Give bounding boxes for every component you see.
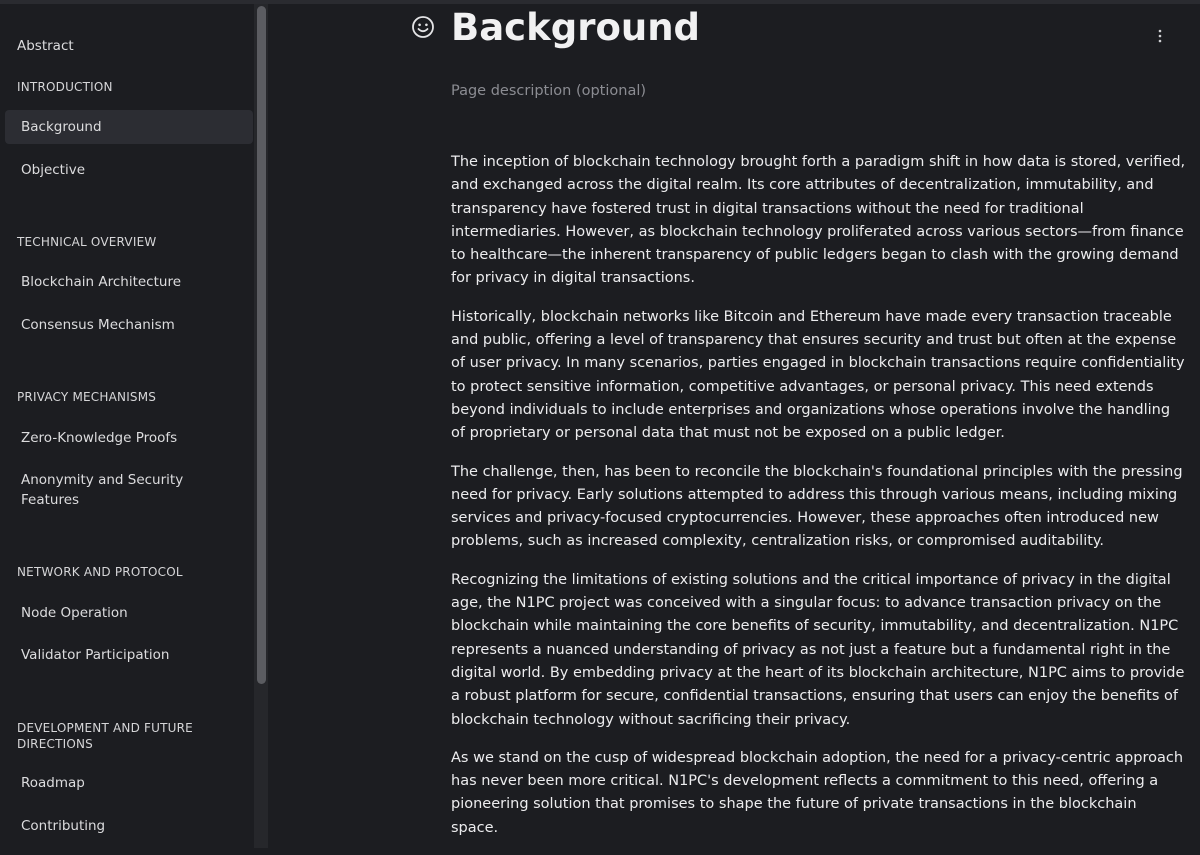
sidebar-section-technical-overview: TECHNICAL OVERVIEW [17,235,157,249]
page-body[interactable] [451,151,1186,855]
page-title[interactable]: Background [451,5,701,49]
sidebar-item-label: Validator Participation [21,647,170,663]
body-paragraph: The inception of blockchain technology brought forth a paradigm shift in how data is stored, verified, and exchanged across the digital realm. Its core attributes of decentralization, immutability, and transparency have fostered trust in digital transactions without the need for traditional intermediaries. However, as blockchain technology proliferated across various sectors—from finance to healthcare—the inherent transparency of public ledgers began to clash with the growing demand for privacy in digital transactions. [451,154,1186,287]
sidebar-item-roadmap[interactable] [5,773,253,793]
sidebar-item-consensus-mechanism[interactable] [5,315,253,335]
sidebar-item-contributing[interactable] [5,816,253,836]
body-paragraph: The challenge, then, has been to reconcile the blockchain's foundational principles with the pressing need for privacy. Early solutions attempted to address this through various means, including mixing services and privacy-focused cryptocurrencies. However, these approaches often introduced new problems, such as increased complexity, centralization risks, or compromised auditability. [451,463,1183,550]
sidebar-item-anonymity-security[interactable] [5,470,205,510]
sidebar-item-zero-knowledge-proofs[interactable] [5,428,253,448]
sidebar-item-node-operation[interactable] [5,603,253,623]
sidebar-section-network-protocol: NETWORK AND PROTOCOL [17,565,183,579]
sidebar-section-introduction: INTRODUCTION [17,80,113,94]
sidebar-nav [0,4,254,848]
sidebar-item-abstract[interactable]: Abstract [17,38,74,54]
sidebar-scrollbar-thumb[interactable] [257,6,266,684]
sidebar-item-label: Objective [21,162,86,178]
body-paragraph: Historically, blockchain networks like Bitcoin and Ethereum have made every transaction traceable and public, offering a level of transparency that ensures security and trust but often at the expense of user privacy. In many scenarios, parties engaged in blockchain transactions require confidentiality to protect sensitive information, competitive advantages, or personal privacy. This need extends beyond individuals to include enterprises and organizations whose operations involve the handling of proprietary or personal data that must not be exposed on a public ledger. [451,308,1185,442]
sidebar-item-label: Zero-Knowledge Proofs [21,430,178,446]
sidebar-item-background[interactable] [5,110,253,144]
sidebar-item-blockchain-architecture[interactable] [5,272,253,292]
sidebar-section-privacy-mechanisms: PRIVACY MECHANISMS [17,390,157,404]
sidebar-item-label: Background [21,119,102,135]
sidebar-item-validator-participation[interactable] [5,645,253,665]
sidebar-item-label: Roadmap [21,775,85,791]
body-paragraph: As we stand on the cusp of widespread blockchain adoption, the need for a privacy-centric approach has never been more critical. N1PC's development reflects a commitment to this need, offering a pioneering solution that promises to shape the future of private transactions in the blockchain space. [451,749,1184,836]
sidebar-item-objective[interactable] [5,160,253,180]
more-options-button[interactable] [1150,26,1170,46]
smiley-icon[interactable] [411,15,435,39]
body-paragraph: Recognizing the limitations of existing solutions and the critical importance of privacy in the digital age, the N1PC project was conceived with a singular focus: to advance transaction privacy on the blockchain while maintaining the core benefits of security, immutability, and decentralization. N1PC represents a nuanced understanding of privacy as not just a feature but a fundamental right in the digital world. By embedding privacy at the heart of its blockchain architecture, N1PC aims to provide a robust platform for secure, confidential transactions, ensuring that users can enjoy the benefits of blockchain technology without sacrificing their privacy. [451,571,1185,728]
sidebar-item-label: Node Operation [21,605,128,621]
more-vertical-icon [1158,29,1162,43]
sidebar-section-development: DEVELOPMENT AND FUTURE DIRECTIONS [17,721,193,751]
sidebar-item-label: Consensus Mechanism [21,317,175,333]
sidebar-item-label: Anonymity and Security Features [21,472,184,508]
sidebar-item-label: Blockchain Architecture [21,274,182,290]
page-description-input[interactable]: Page description (optional) [451,83,647,99]
page-header [411,4,700,50]
page-content [268,4,1200,848]
sidebar-item-label: Contributing [21,818,106,834]
